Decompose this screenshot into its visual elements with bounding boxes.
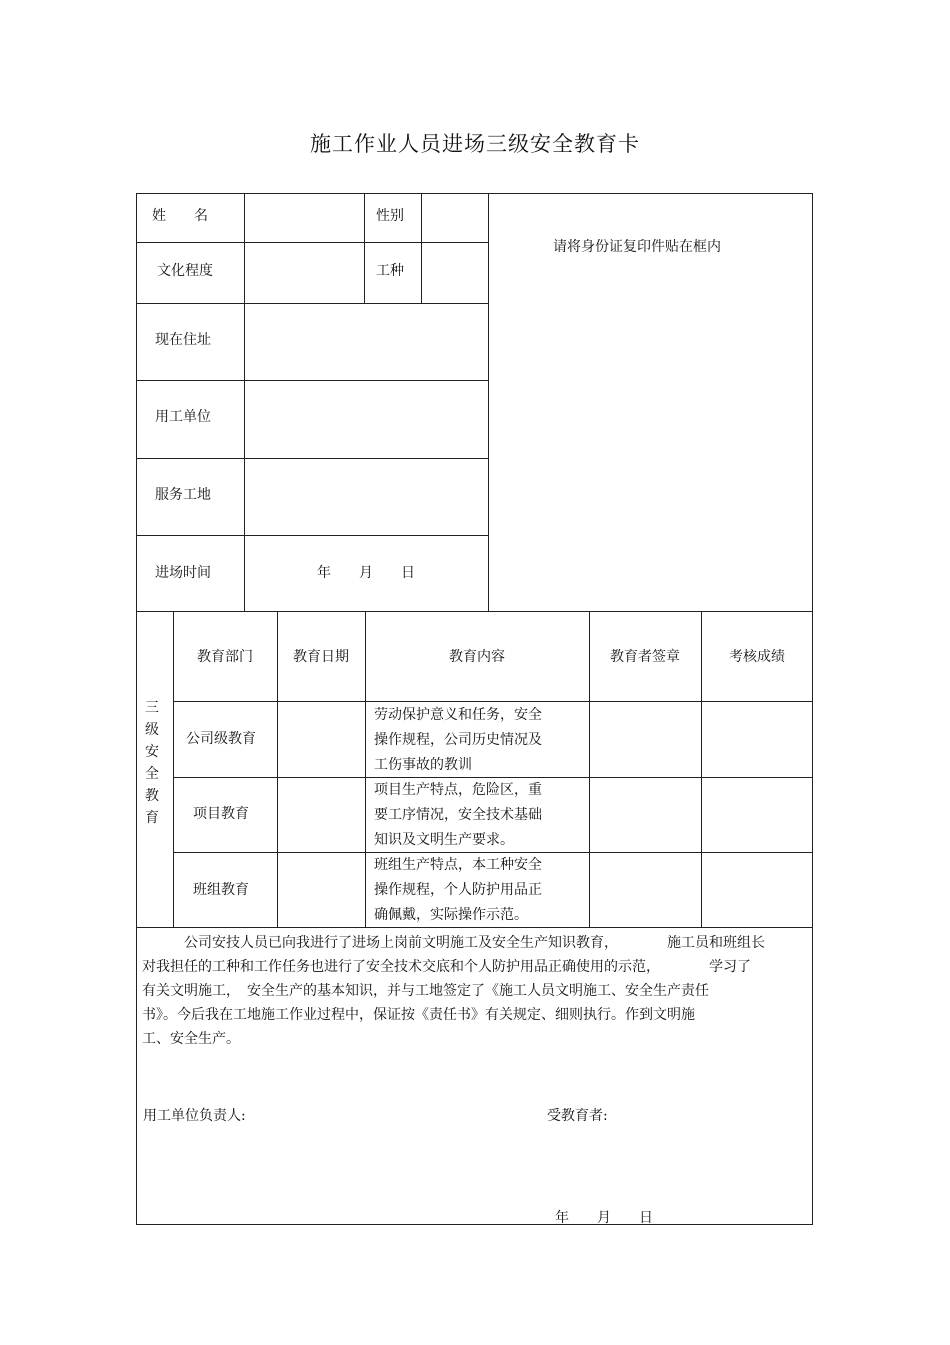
company-level-content: 劳动保护意义和任务，安全 操作规程，公司历史情况及 工伤事故的教训: [374, 707, 542, 773]
statement-paragraph: [142, 931, 810, 1051]
row-divider: [136, 535, 488, 536]
three-level-label: 三级安全教育: [145, 700, 159, 826]
project-level-dept: 项目教育: [193, 806, 249, 822]
statement-line: 公司安技人员已向我进行了进场上岗前文明施工及安全生产知识教育， 施工员和班组长: [142, 935, 765, 951]
section-divider: [136, 611, 813, 612]
header-dept: 教育部门: [197, 649, 253, 665]
column-divider: [421, 193, 422, 303]
employer-signer-label: 用工单位负责人:: [143, 1108, 246, 1124]
project-level-content: 项目生产特点，危险区，重 要工序情况，安全技术基础 知识及文明生产要求。: [374, 782, 542, 848]
address-label: 现在住址: [155, 332, 211, 348]
row-divider: [136, 303, 488, 304]
header-score: 考核成绩: [729, 649, 785, 665]
signature-date: 年 月 日: [555, 1210, 653, 1226]
statement-line: 工、安全生产。: [142, 1031, 240, 1047]
trade-label: 工种: [376, 263, 404, 279]
trainee-signer-label: 受教育者:: [547, 1108, 608, 1124]
header-date: 教育日期: [293, 649, 349, 665]
column-divider: [244, 193, 245, 611]
entry-time-label: 进场时间: [155, 565, 211, 581]
company-level-dept: 公司级教育: [186, 731, 256, 747]
statement-line: 对我担任的工种和工作任务也进行了安全技术交底和个人防护用品正确使用的示范， 学习了: [142, 959, 751, 975]
service-site-label: 服务工地: [155, 487, 211, 503]
column-divider: [364, 193, 365, 303]
row-divider: [136, 242, 488, 243]
team-level-dept: 班组教育: [193, 882, 249, 898]
header-content: 教育内容: [449, 649, 505, 665]
row-divider: [136, 380, 488, 381]
employer-label: 用工单位: [155, 409, 211, 425]
statement-line: 有关文明施工， 安全生产的基本知识，并与工地签定了《施工人员文明施工、安全生产责任: [142, 983, 709, 999]
gender-label: 性别: [376, 208, 404, 224]
header-educator-seal: 教育者签章: [610, 649, 680, 665]
row-divider: [173, 701, 813, 702]
name-label: 姓 名: [152, 208, 208, 224]
id-photo-note: 请将身份证复印件贴在框内: [553, 239, 721, 255]
document-title: 施工作业人员进场三级安全教育卡: [310, 132, 640, 156]
row-divider: [136, 458, 488, 459]
entry-time-date: 年 月 日: [317, 565, 415, 581]
column-divider: [488, 193, 489, 611]
statement-line: 书》。今后我在工地施工作业过程中，保证按《责任书》有关规定、细则执行。作到文明施: [142, 1007, 695, 1023]
education-level-label: 文化程度: [157, 263, 213, 279]
team-level-content: 班组生产特点，本工种安全 操作规程，个人防护用品正 确佩戴，实际操作示范。: [374, 857, 542, 923]
